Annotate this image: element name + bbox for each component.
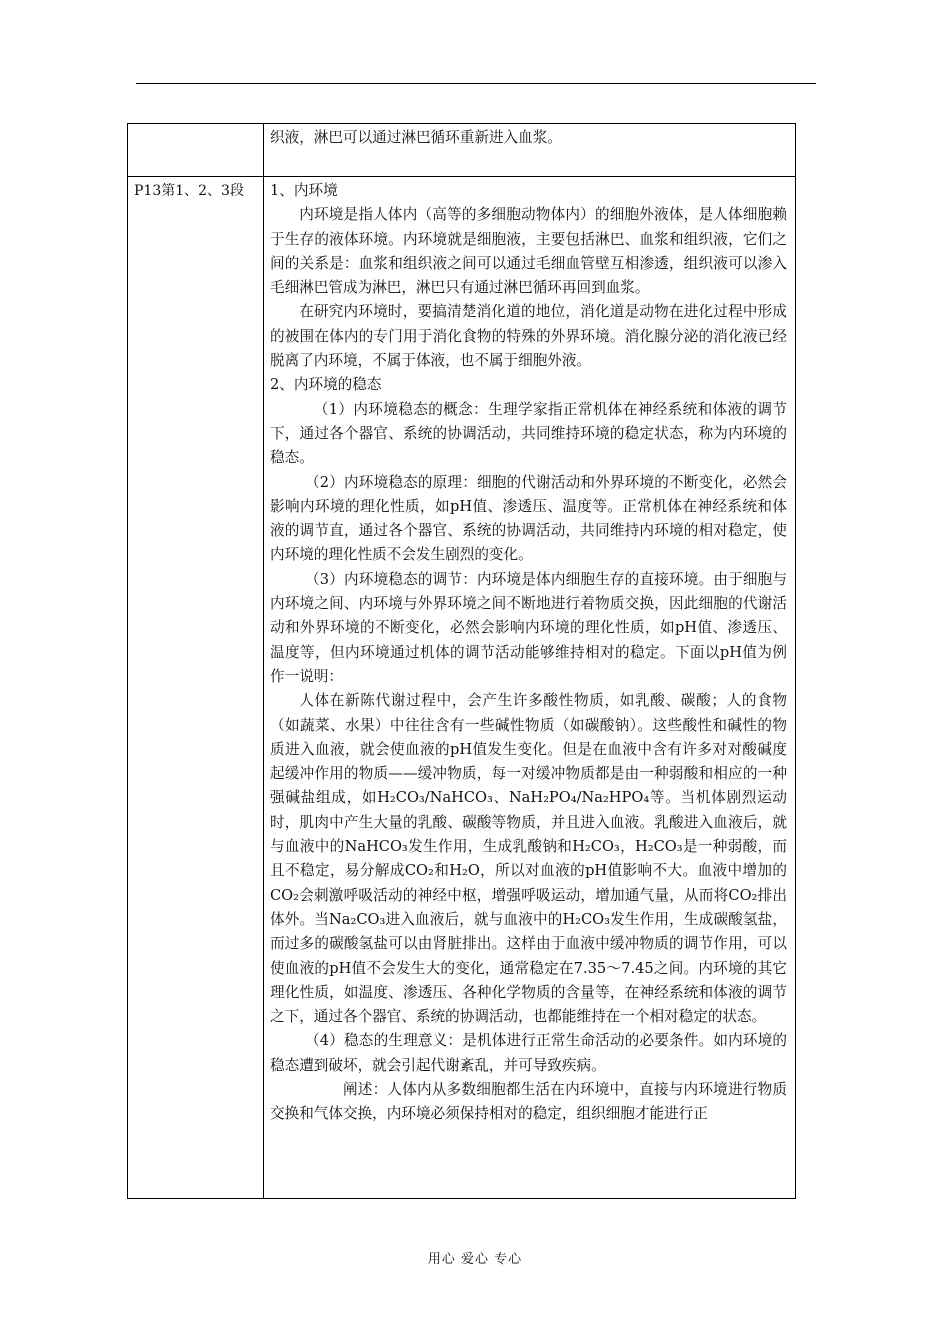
header-rule [136,83,816,84]
paragraph: （2）内环境稳态的原理：细胞的代谢活动和外界环境的不断变化，必然会影响内环境的理化性质，如pH值、渗透压、温度等。正常机体在神经系统和体液的调节直，通过各个器官、系统的协调活动，共同维持内环境的相对稳定，使内环境的理化性质不会发生剧烈的变化。 [270,473,787,564]
content-table [127,123,796,1199]
table-row [128,177,796,1199]
paragraph: 在研究内环境时，要搞清楚消化道的地位，消化道是动物在进化过程中形成的被围在体内的专门用于消化食物的特殊的外界环境。消化腺分泌的消化液已经脱离了内环境，不属于体液，也不属于细胞外液。 [270,303,787,370]
paragraph: （3）内环境稳态的调节：内环境是体内细胞生存的直接环境。由于细胞与内环境之间、内环境与外界环境之间不断地进行着物质交换，因此细胞的代谢活动和外界环境的不断变化，必然会影响内环境的理化性质，如pH值、渗透压、温度等，但内环境通过机体的调节活动能够维持相对的稳定。下面以pH值为例作一说明： [270,570,787,685]
content-cell [264,177,796,1199]
page-footer: 用心 爱心 专心 [427,1252,523,1267]
content-cell [264,124,796,177]
page-ref-cell: P13第1、2、3段 [128,177,264,1199]
table-row [128,124,796,177]
paragraph: 织液，淋巴可以通过淋巴循环重新进入血浆。 [270,129,562,146]
paragraph: 内环境是指人体内（高等的多细胞动物体内）的细胞外液体，是人体细胞赖于生存的液体环境。内环境就是细胞液，主要包括淋巴、血浆和组织液，它们之间的关系是：血浆和组织液之间可以通过毛细血管壁互相渗透，组织液可以渗入毛细淋巴管成为淋巴，淋巴只有通过淋巴循环再回到血浆。 [270,206,787,297]
paragraph: （4）稳态的生理意义：是机体进行正常生命活动的必要条件。如内环境的稳态遭到破坏，就会引起代谢紊乱，并可导致疾病。 [270,1032,787,1074]
paragraph: （1）内环境稳态的概念：生理学家指正常机体在神经系统和体液的调节下，通过各个器官、系统的协调活动，共同维持环境的稳定状态，称为内环境的稳态。 [270,400,787,467]
section-heading: 1、内环境 [270,182,338,199]
section-heading: 2、内环境的稳态 [270,376,382,394]
paragraph: 阐述：人体内从多数细胞都生活在内环境中，直接与内环境进行物质交换和气体交换，内环境必须保持相对的稳定，组织细胞才能进行正 [270,1080,787,1123]
paragraph: 人体在新陈代谢过程中，会产生许多酸性物质，如乳酸、碳酸；人的食物（如蔬菜、水果）中往往含有一些碱性物质（如碳酸钠）。这些酸性和碱性的物质进入血液，就会使血液的pH值发生变化。但是在血液中含有许多对对酸碱度起缓冲作用的物质——缓冲物质，每一对缓冲物质都是由一种弱酸和相应的一种强碱盐组成，如H₂CO₃/NaHCO₃、NaH₂PO₄/Na₂HPO₄等。当机体剧烈运动时，肌肉中产生大量的乳酸、碳酸等物质，并且进入血液。乳酸进入血液后，就与血液中的NaHCO₃发生作用，生成乳酸钠和H₂CO₃，H₂CO₃是一种弱酸，而且不稳定，易分解成CO₂和H₂O，所以对血液的pH值影响不大。血液中增加的CO₂会刺激呼吸活动的神经中枢，增强呼吸运动，增加通气量，从而将CO₂排出体外。当Na₂CO₃进入血液后，就与血液中的H₂CO₃发生作用，生成碳酸氢盐，而过多的碳酸氢盐可以由肾脏排出。这样由于血液中缓冲物质的调节作用，可以使血液的pH值不会发生大的变化，通常稳定在7.35～7.45之间。内环境的其它理化性质，如温度、渗透压、各种化学物质的含量等，在神经系统和体液的调节之下，通过各个器官、系统的协调活动，也都能维持在一个相对稳定的状态。 [270,692,787,1026]
page-ref-cell [128,124,264,177]
